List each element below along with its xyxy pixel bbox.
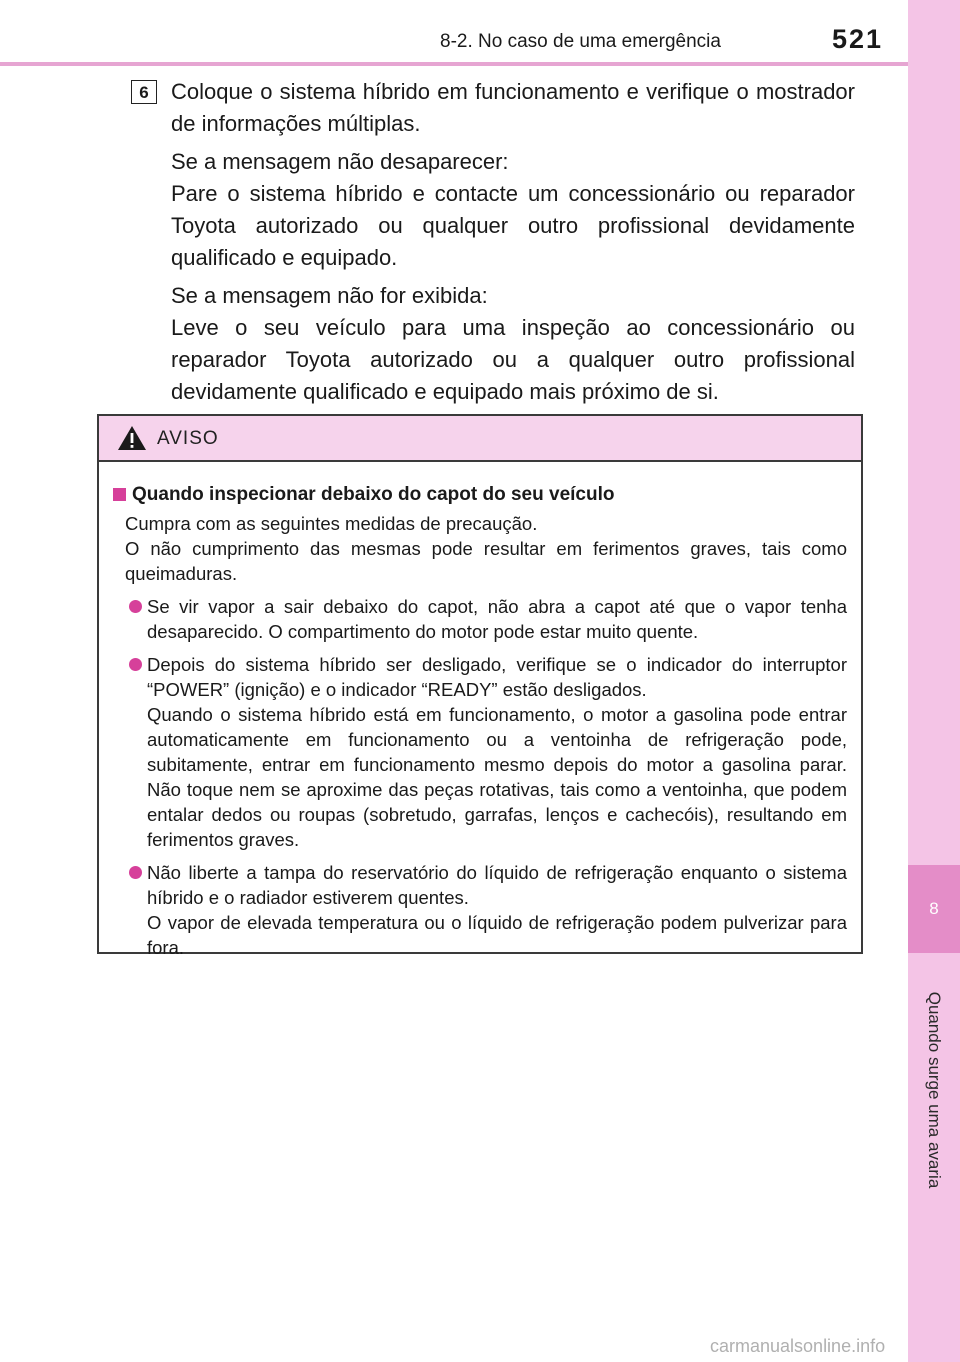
warning-box bbox=[97, 414, 863, 958]
warning-body bbox=[99, 462, 861, 960]
step-paragraph: Se a mensagem não for exibida: bbox=[171, 283, 488, 308]
chapter-title: Quando surge uma avaria bbox=[925, 991, 944, 1189]
warning-bullet bbox=[113, 652, 847, 852]
bullet-text: Depois do sistema híbrido ser desligado, verifique se o indicador do interruptor “POWER” (ignição) e o indicador “READY” estão desligados. bbox=[147, 654, 847, 700]
section-title: 8-2. No caso de uma emergência bbox=[440, 31, 721, 52]
step-paragraph: Leve o seu veículo para uma inspeção ao concessionário ou reparador Toyota autorizado ou a qualquer outro profissional devidamente qualificado e equipado mais próximo de si. bbox=[171, 315, 855, 404]
warning-header bbox=[99, 416, 861, 462]
warning-title: AVISO bbox=[157, 428, 219, 449]
bullet-dot-icon bbox=[129, 600, 142, 613]
chapter-number: 8 bbox=[908, 865, 960, 953]
bullet-dot-icon bbox=[129, 658, 142, 671]
page-number: 521 bbox=[832, 24, 884, 54]
bullet-text: Se vir vapor a sair debaixo do capot, não abra a capot até que o vapor tenha desaparecido. O compartimento do motor pode estar muito quente. bbox=[147, 596, 847, 642]
step-paragraph: Coloque o sistema híbrido em funcionamento e verifique o mostrador de informações múltiplas. bbox=[171, 79, 855, 136]
square-bullet-icon bbox=[113, 488, 126, 501]
warning-heading-text: Quando inspecionar debaixo do capot do seu veículo bbox=[132, 484, 615, 505]
warning-intro-line: Cumpra com as seguintes medidas de precaução. bbox=[125, 513, 538, 534]
warning-bullet bbox=[113, 594, 847, 644]
bullet-text: Não liberte a tampa do reservatório do líquido de refrigeração enquanto o sistema híbrido e o radiador estiverem quentes. bbox=[147, 862, 847, 908]
watermark: carmanualsonline.info bbox=[710, 1336, 886, 1356]
step-paragraph: Se a mensagem não desaparecer: bbox=[171, 149, 509, 174]
bullet-text: O vapor de elevada temperatura ou o líquido de refrigeração podem pulverizar para fora. bbox=[147, 912, 847, 958]
warning-bullet bbox=[113, 860, 847, 960]
warning-heading bbox=[113, 482, 847, 507]
warning-intro-line: O não cumprimento das mesmas pode resultar em ferimentos graves, tais como queimaduras. bbox=[125, 538, 847, 584]
bullet-dot-icon bbox=[129, 866, 142, 879]
warning-intro bbox=[113, 511, 847, 586]
step-text bbox=[171, 76, 855, 414]
step-number: 6 bbox=[131, 80, 157, 104]
bullet-text: Quando o sistema híbrido está em funcionamento, o motor a gasolina pode entrar automaticamente em funcionamento ou a ventoinha de refrigeração pode, subitamente, entrar em funcionamento mesmo depois do motor a gasolina parar. Não toque nem se aproxime das peças rotativas, tais como a ventoinha, que podem entalar dedos ou roupas (sobretudo, garrafas, lenços e cachecóis), resultando em ferimentos graves. bbox=[147, 704, 847, 850]
warning-triangle-icon bbox=[117, 425, 147, 451]
step-paragraph: Pare o sistema híbrido e contacte um concessionário ou reparador Toyota autorizado ou qualquer outro profissional devidamente qualificado e equipado. bbox=[171, 181, 855, 270]
header-divider bbox=[0, 62, 908, 66]
